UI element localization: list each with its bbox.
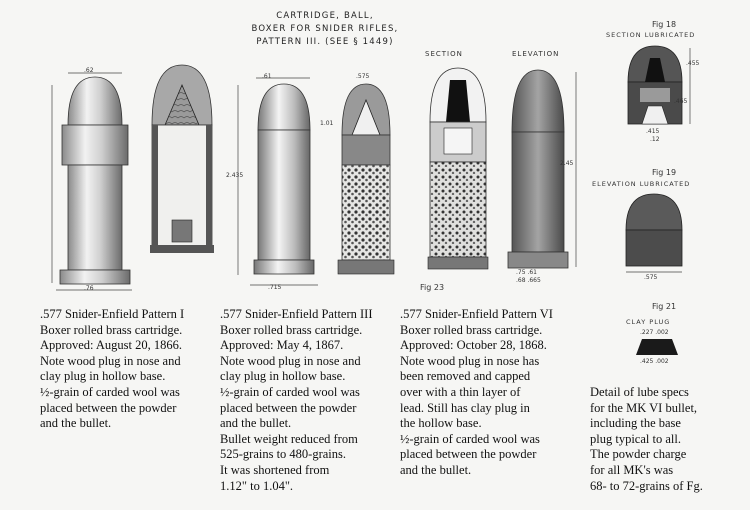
caption-line: ½-grain of carded wool was [400,431,540,446]
caption-line: Approved: October 28, 1868. [400,338,547,353]
caption-line: plug typical to all. [590,431,681,446]
header-line-1: CARTRIDGE, BALL, [276,11,374,21]
p3-top-right-dim: .575 [356,73,370,80]
section-lubricated-label: SECTION LUBRICATED [606,31,696,39]
caption-line: Boxer rolled brass cartridge. [40,322,183,337]
pattern-6-figure [420,62,590,282]
caption-line: Note wood plug in nose has [400,353,540,368]
fig-18-label: Fig 18 [652,20,677,29]
caption-line: The powder charge [590,447,687,462]
fig-18-side-dim-2: .465 [674,98,688,105]
caption-line: and the bullet. [400,462,472,477]
p6-base-dim-b: .68 .665 [516,277,541,284]
caption-line: placed between the powder [400,447,537,462]
caption-line: Boxer rolled brass cartridge. [220,322,363,337]
pattern-6-caption [400,307,553,479]
fig-18-dim-a: .415 [646,128,660,135]
caption-line: Boxer rolled brass cartridge. [400,322,543,337]
fig-19-drawing [620,190,700,275]
fig-21-drawing [632,337,682,357]
section-label: SECTION [425,50,463,58]
caption-line: .577 Snider-Enfield Pattern III [220,307,373,321]
caption-line: clay plug in hollow base. [40,369,166,384]
fig-18-drawing [620,42,700,137]
fig-18-side-dim: .455 [686,60,700,67]
caption-line: .577 Snider-Enfield Pattern VI [400,307,553,321]
caption-line: ½-grain of carded wool was [220,384,360,399]
caption-line: for all MK's was [590,462,674,477]
caption-line: lead. Still has clay plug in [400,400,530,415]
caption-line: ½-grain of carded wool was [40,384,180,399]
caption-line: the hollow base. [400,416,482,431]
p6-base-dim-a: .75 .61 [516,269,537,276]
fig-21-bottom-dim: .425 .002 [640,358,669,365]
p1-bottom-dim: .76 [84,285,94,292]
fig-18-dim-b: .12 [650,136,660,143]
detail-caption [590,385,703,494]
caption-line: .577 Snider-Enfield Pattern I [40,307,185,321]
fig-23-label: Fig 23 [420,283,445,292]
p1-top-dim: .62 [84,67,94,74]
p6-length-dim: 2.45 [560,160,574,167]
caption-line: placed between the powder [40,400,177,415]
elevation-lubricated-label: ELEVATION LUBRICATED [592,180,691,188]
fig-19-bottom-dim: .575 [644,274,658,281]
caption-line: Approved: May 4, 1867. [220,338,344,353]
caption-line: Detail of lube specs [590,385,689,399]
plate-header [225,10,425,49]
header-line-3: PATTERN III. (SEE § 1449) [256,37,394,47]
caption-line: and the bullet. [220,416,292,431]
caption-line: It was shortened from [220,462,330,477]
fig-21-top-dim: .227 .002 [640,329,669,336]
caption-line: been removed and capped [400,369,531,384]
caption-line: 1.12" to 1.04". [220,478,294,493]
caption-line: including the base [590,416,681,431]
caption-line: for the MK VI bullet, [590,400,698,415]
p3-length-dim: 2.435 [226,172,244,179]
elevation-label: ELEVATION [512,50,560,58]
caption-line: Bullet weight reduced from [220,431,358,446]
caption-line: and the bullet. [40,416,112,431]
fig-19-label: Fig 19 [652,168,677,177]
caption-line: Note wood plug in nose and [220,353,361,368]
p3-bottom-dim: .715 [268,284,282,291]
caption-line: placed between the powder [220,400,357,415]
pattern-1-figure [40,55,220,305]
pattern-1-caption [40,307,184,432]
pattern-3-caption [220,307,372,494]
header-line-2: BOXER FOR SNIDER RIFLES, [251,24,399,34]
caption-line: over with a thin layer of [400,384,521,399]
fig-21-label: Fig 21 [652,302,677,311]
caption-line: Note wood plug in nose and [40,353,181,368]
p3-nose-dim: 1.01 [320,120,334,127]
p3-top-dim: .61 [262,73,272,80]
pattern-3-figure [228,70,408,295]
caption-line: 525-grains to 480-grains. [220,447,347,462]
clay-plug-label: CLAY PLUG [626,318,671,326]
caption-line: clay plug in hollow base. [220,369,346,384]
caption-line: Approved: August 20, 1866. [40,338,183,353]
caption-line: 68- to 72-grains of Fg. [590,478,703,493]
